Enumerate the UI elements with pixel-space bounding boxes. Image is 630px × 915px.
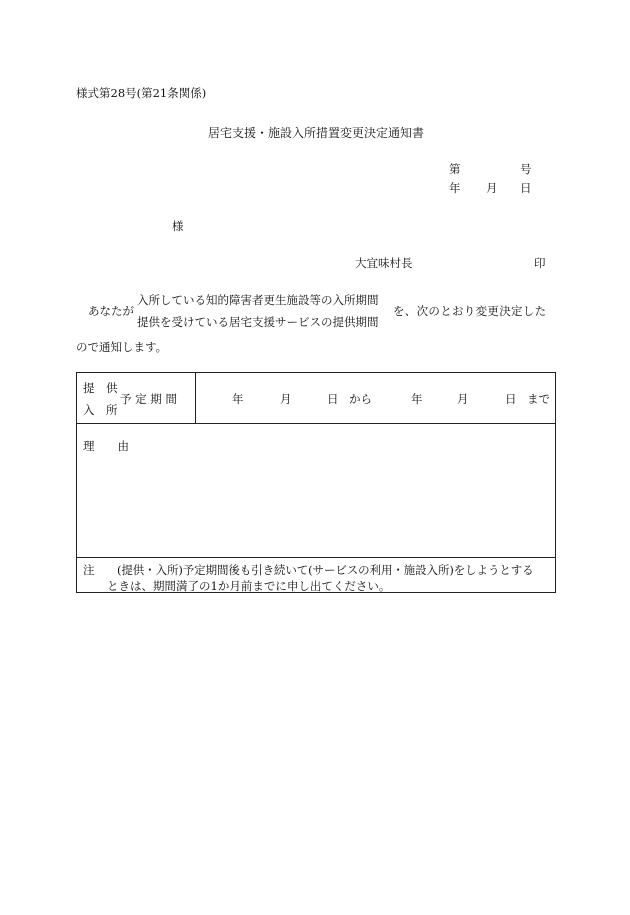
body-line2: ので通知します。: [76, 340, 168, 354]
addressee-sama: 様: [172, 219, 184, 233]
note-label: 注: [83, 563, 95, 577]
doc-number-go: 号: [520, 162, 532, 176]
doc-number-dai: 第: [449, 162, 461, 176]
note-line-2: ときは、期間満了の1か月前までに申し出てください。: [107, 579, 391, 593]
date-month: 月: [486, 181, 498, 195]
date-day: 日: [520, 181, 532, 195]
from-year: 年: [232, 392, 244, 406]
body-option-facility: 入所している知的障害者更生施設等の入所期間: [137, 293, 379, 307]
seal-mark: 印: [534, 256, 546, 270]
to-month: 月: [457, 392, 469, 406]
body-lead: あなたが: [88, 304, 134, 318]
note-line-1: (提供・入所)予定期間後も引き続いて(サービスの利用・施設入所)をしようとする: [117, 563, 534, 577]
to-day: 日: [505, 392, 517, 406]
label-teikyo: 提 供: [83, 381, 118, 395]
body-option-service: 提供を受けている居宅支援サービスの提供期間: [137, 315, 379, 329]
row-divider-1: [77, 423, 555, 424]
decision-table: [76, 372, 556, 593]
from-day: 日: [327, 392, 339, 406]
sender-name: 大宜味村長: [355, 256, 413, 270]
form-number: 様式第28号(第21条関係): [76, 86, 207, 100]
label-period: 予 定 期 間: [120, 392, 177, 406]
from-month: 月: [280, 392, 292, 406]
reason-label: 理 由: [83, 439, 129, 453]
from-suffix: から: [349, 392, 372, 406]
label-nyusho: 入 所: [83, 403, 118, 417]
row-divider-2: [77, 557, 555, 558]
document-title: 居宅支援・施設入所措置変更決定通知書: [208, 126, 425, 140]
body-tail: を、次のとおり変更決定した: [393, 304, 547, 318]
to-year: 年: [411, 392, 423, 406]
column-divider: [195, 373, 196, 423]
to-suffix: まで: [527, 392, 550, 406]
date-year: 年: [449, 181, 461, 195]
